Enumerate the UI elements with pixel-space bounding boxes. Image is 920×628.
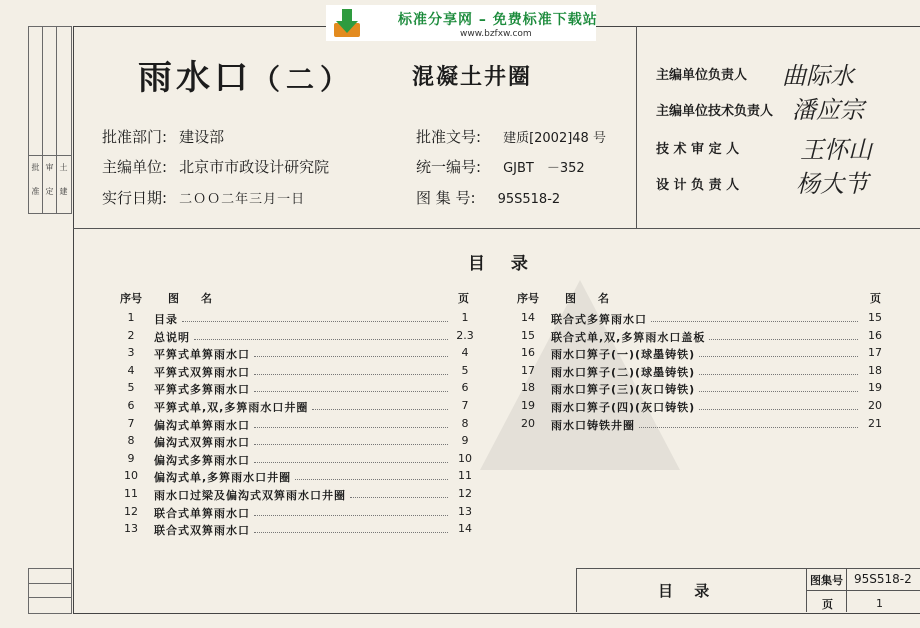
titleblock-page-value: 1 bbox=[876, 597, 883, 610]
download-arrow-icon bbox=[332, 7, 362, 39]
toc-row-name: 雨水口箅子(四)(灰口铸铁) bbox=[551, 401, 696, 414]
toc-row-name: 雨水口箅子(一)(球墨铸铁) bbox=[551, 348, 696, 362]
banner-url[interactable]: www.bzfxw.com bbox=[460, 29, 532, 39]
toc-row-number: 9 bbox=[127, 451, 135, 465]
toc-row bbox=[513, 329, 888, 347]
toc-right-col-name: 图 名 bbox=[565, 292, 609, 305]
toc-row-page: 13 bbox=[458, 504, 472, 518]
toc-row-page: 19 bbox=[868, 381, 882, 395]
toc-leader-dots bbox=[254, 532, 448, 533]
toc-row-page: 21 bbox=[868, 416, 882, 430]
approval-dept bbox=[102, 126, 224, 147]
dept-label: 批准部门: bbox=[102, 128, 168, 146]
toc-row bbox=[116, 364, 478, 382]
toc-row-number: 5 bbox=[127, 381, 135, 395]
toc-row bbox=[116, 434, 478, 452]
doc-value: 建质[2002]48 号 bbox=[503, 131, 606, 146]
toc-row-number: 18 bbox=[521, 381, 535, 395]
toc-title: 目 录 bbox=[468, 254, 538, 274]
titleblock-atlas-value: 95S518-2 bbox=[854, 572, 912, 586]
toc-leader-dots bbox=[254, 462, 448, 463]
toc-leader-dots bbox=[254, 374, 448, 375]
toc-row-page: 2.3 bbox=[456, 328, 474, 342]
toc-row-number: 2 bbox=[127, 328, 135, 342]
titleblock-label: 目 录 bbox=[658, 582, 718, 600]
approval-code bbox=[416, 156, 585, 177]
toc-right-col-page: 页 bbox=[870, 292, 881, 305]
toc-row-page: 11 bbox=[458, 469, 472, 483]
toc-row-name: 平箅式多箅雨水口 bbox=[154, 383, 250, 397]
toc-row-number: 13 bbox=[124, 522, 138, 536]
signature-4: 杨大节 bbox=[796, 170, 868, 198]
title-main: 雨水口 bbox=[138, 58, 252, 98]
toc-row-page: 17 bbox=[868, 346, 882, 360]
toc-left-col-no: 序号 bbox=[120, 292, 142, 305]
toc-row-page: 20 bbox=[868, 399, 882, 412]
approval-doc bbox=[416, 126, 606, 147]
toc-leader-dots bbox=[699, 356, 858, 357]
toc-row-name: 平箅式双箅雨水口 bbox=[154, 365, 250, 379]
toc-row bbox=[116, 505, 478, 523]
date-label: 实行日期: bbox=[102, 189, 168, 207]
toc-row-page: 5 bbox=[461, 363, 469, 377]
toc-leader-dots bbox=[312, 409, 448, 410]
toc-row-name: 联合式多箅雨水口 bbox=[551, 313, 647, 326]
title-suffix: （二） bbox=[252, 63, 355, 96]
binding-label-4: 定 bbox=[45, 187, 54, 196]
toc-leader-dots bbox=[699, 409, 858, 410]
titleblock-row bbox=[806, 590, 920, 591]
toc-leader-dots bbox=[194, 339, 448, 340]
toc-row-page: 6 bbox=[461, 381, 469, 395]
toc-row bbox=[116, 469, 478, 487]
toc-row-page: 18 bbox=[868, 363, 882, 377]
toc-row-page: 12 bbox=[458, 487, 472, 500]
toc-row-name: 联合式单,双,多箅雨水口盖板 bbox=[551, 330, 706, 344]
toc-leader-dots bbox=[182, 321, 448, 322]
toc-leader-dots bbox=[709, 339, 858, 340]
signature-2: 潘应宗 bbox=[792, 96, 864, 124]
toc-row bbox=[116, 399, 478, 417]
binding-label-3: 审 bbox=[45, 163, 54, 172]
sig-role-2: 主编单位技术负责人 bbox=[656, 104, 774, 119]
toc-row-number: 17 bbox=[521, 363, 535, 377]
toc-row bbox=[116, 522, 478, 540]
toc-row-name: 联合式单箅雨水口 bbox=[154, 506, 250, 520]
binding-strip-bottom bbox=[28, 568, 72, 614]
toc-leader-dots bbox=[254, 427, 448, 428]
toc-row bbox=[513, 364, 888, 382]
toc-row-page: 4 bbox=[461, 346, 469, 360]
toc-row bbox=[116, 311, 478, 329]
toc-leader-dots bbox=[350, 497, 448, 498]
toc-leader-dots bbox=[254, 356, 448, 357]
toc-row bbox=[116, 329, 478, 347]
toc-left-col-name: 图 名 bbox=[168, 292, 212, 305]
toc-row-name: 偏沟式多箅雨水口 bbox=[154, 453, 250, 467]
sig-role-1: 主编单位负责人 bbox=[656, 68, 748, 83]
binding-label-5: 土 bbox=[59, 163, 68, 172]
toc-row-number: 8 bbox=[127, 434, 135, 448]
toc-row-number: 4 bbox=[127, 363, 135, 377]
titleblock-top bbox=[576, 568, 920, 569]
toc-row bbox=[513, 417, 888, 435]
signature-3: 王怀山 bbox=[800, 136, 872, 164]
toc-row bbox=[116, 346, 478, 364]
toc-row-number: 10 bbox=[124, 469, 138, 483]
toc-leader-dots bbox=[254, 444, 448, 445]
toc-row bbox=[116, 452, 478, 470]
sig-role-3: 技 术 审 定 人 bbox=[656, 142, 740, 157]
toc-row-number: 14 bbox=[521, 311, 535, 324]
page-title bbox=[138, 50, 354, 99]
toc-row bbox=[513, 381, 888, 399]
binding-label-6: 建 bbox=[59, 187, 68, 196]
toc-row-name: 偏沟式双箅雨水口 bbox=[154, 436, 250, 450]
toc-row bbox=[513, 311, 888, 329]
toc-row-name: 雨水口箅子(二)(球墨铸铁) bbox=[551, 365, 696, 379]
toc-row bbox=[513, 346, 888, 364]
toc-row-name: 雨水口铸铁井圈 bbox=[551, 418, 635, 432]
toc-row-number: 12 bbox=[124, 504, 138, 518]
toc-row-page: 1 bbox=[461, 311, 469, 324]
page-subtitle: 混凝土井圈 bbox=[412, 65, 533, 90]
dept-value: 建设部 bbox=[179, 128, 225, 146]
code-value: GJBT －352 bbox=[503, 161, 585, 176]
approval-date bbox=[102, 187, 305, 208]
toc-row-name: 偏沟式单箅雨水口 bbox=[154, 418, 250, 432]
editor-label: 主编单位: bbox=[102, 158, 168, 176]
toc-row-page: 16 bbox=[868, 328, 882, 342]
toc-row-number: 19 bbox=[521, 399, 535, 412]
toc-row-name: 雨水口过梁及偏沟式双箅雨水口井圈 bbox=[154, 489, 346, 502]
toc-leader-dots bbox=[254, 391, 448, 392]
toc-row-name: 偏沟式单,多箅雨水口井圈 bbox=[154, 471, 292, 485]
toc-row-number: 3 bbox=[127, 346, 135, 360]
toc-row-number: 15 bbox=[521, 328, 535, 342]
toc-leader-dots bbox=[639, 427, 858, 428]
signature-1: 曲际水 bbox=[782, 62, 854, 90]
toc-row-number: 16 bbox=[521, 346, 535, 360]
site-banner[interactable] bbox=[326, 5, 596, 41]
toc-leader-dots bbox=[699, 391, 858, 392]
toc-row-page: 10 bbox=[458, 451, 472, 465]
doc-label: 批准文号: bbox=[416, 128, 482, 146]
date-value: 二ＯＯ二年三月一日 bbox=[179, 192, 306, 207]
banner-title: 标准分享网 – 免费标准下载站 bbox=[398, 12, 598, 28]
toc-leader-dots bbox=[295, 479, 448, 480]
toc-row bbox=[513, 399, 888, 417]
header-divider bbox=[73, 228, 920, 229]
binding-label-2: 准 bbox=[31, 187, 40, 196]
toc-row-page: 8 bbox=[461, 416, 469, 430]
toc-row-name: 雨水口箅子(三)(灰口铸铁) bbox=[551, 383, 696, 397]
toc-right-col-no: 序号 bbox=[517, 292, 539, 305]
sig-role-4: 设 计 负 责 人 bbox=[656, 178, 740, 193]
toc-row-number: 11 bbox=[124, 487, 138, 500]
binding-label-1: 批 bbox=[31, 163, 40, 172]
toc-leader-dots bbox=[651, 321, 858, 322]
titleblock-atlas-label: 图集号 bbox=[810, 574, 843, 587]
binding-strip bbox=[28, 26, 72, 214]
toc-leader-dots bbox=[699, 374, 858, 375]
toc-row-page: 15 bbox=[868, 311, 882, 324]
toc-row-name: 目录 bbox=[154, 313, 178, 326]
toc-row bbox=[116, 417, 478, 435]
toc-row-name: 平箅式单箅雨水口 bbox=[154, 348, 250, 362]
toc-row bbox=[116, 381, 478, 399]
editor-value: 北京市市政设计研究院 bbox=[179, 158, 330, 176]
toc-row-page: 7 bbox=[461, 399, 469, 412]
signature-divider bbox=[636, 26, 637, 228]
toc-row-number: 7 bbox=[127, 416, 135, 430]
atlas-value: 95S518-2 bbox=[497, 192, 561, 207]
toc-row-page: 9 bbox=[461, 434, 469, 448]
titleblock-left bbox=[576, 568, 577, 612]
titleblock-page-label: 页 bbox=[822, 598, 833, 611]
toc-row-page: 14 bbox=[458, 522, 472, 536]
toc-row-name: 总说明 bbox=[154, 330, 190, 344]
toc-row-name: 平箅式单,双,多箅雨水口井圈 bbox=[154, 401, 309, 414]
approval-editor bbox=[102, 156, 329, 177]
approval-atlas bbox=[416, 187, 560, 208]
toc-left-col-page: 页 bbox=[458, 292, 469, 305]
toc-leader-dots bbox=[254, 515, 448, 516]
toc-row-number: 6 bbox=[127, 399, 135, 412]
toc-row-number: 1 bbox=[127, 311, 135, 324]
toc-row-name: 联合式双箅雨水口 bbox=[154, 524, 250, 538]
code-label: 统一编号: bbox=[416, 158, 482, 176]
toc-row bbox=[116, 487, 478, 505]
toc-row-number: 20 bbox=[521, 416, 535, 430]
atlas-label: 图 集 号: bbox=[416, 189, 476, 207]
